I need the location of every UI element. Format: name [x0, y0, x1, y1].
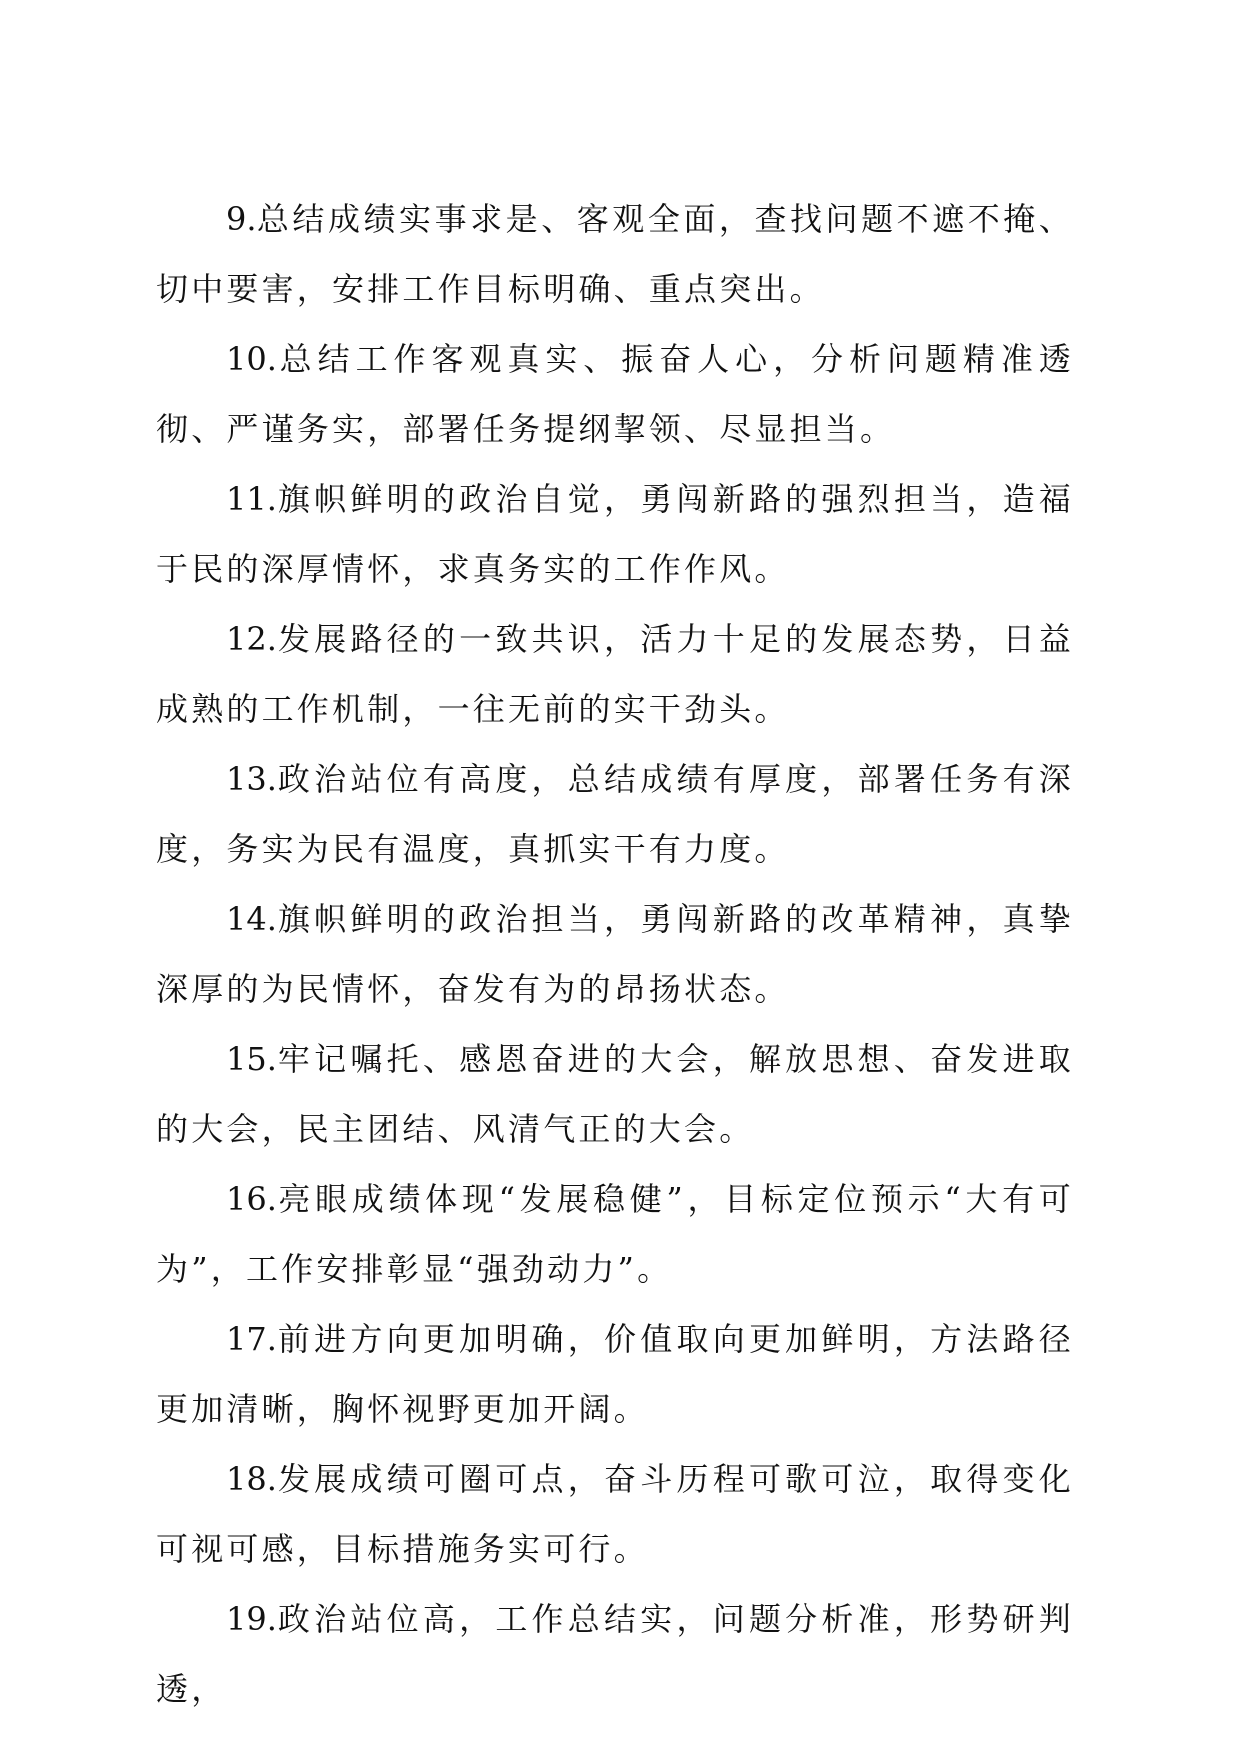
paragraph-number: 15.: [226, 1040, 277, 1078]
paragraph-number: 11.: [226, 480, 277, 518]
paragraph-17: [156, 1304, 1074, 1444]
paragraph-14: [156, 884, 1074, 1024]
paragraph-number: 14.: [226, 900, 277, 938]
paragraph-15: [156, 1024, 1074, 1164]
paragraph-13: [156, 744, 1074, 884]
paragraph-number: 9.: [226, 200, 257, 238]
paragraph-12: [156, 604, 1074, 744]
paragraph-text: 总结工作客观真实、振奋人心，分析问题精准透彻、严谨务实，部署任务提纲挈领、尽显担当。: [156, 340, 1074, 448]
paragraph-text: 政治站位有高度，总结成绩有厚度，部署任务有深度，务实为民有温度，真抓实干有力度。: [156, 760, 1074, 868]
paragraph-16: [156, 1164, 1074, 1304]
paragraph-number: 18.: [226, 1460, 277, 1498]
paragraph-10: [156, 324, 1074, 464]
paragraph-number: 10.: [226, 340, 277, 378]
paragraph-18: [156, 1444, 1074, 1584]
paragraph-text: 发展成绩可圈可点，奋斗历程可歌可泣，取得变化可视可感，目标措施务实可行。: [156, 1460, 1074, 1568]
paragraph-9: [156, 184, 1074, 324]
paragraph-text: 前进方向更加明确，价值取向更加鲜明，方法路径更加清晰，胸怀视野更加开阔。: [156, 1320, 1074, 1428]
paragraph-number: 13.: [226, 760, 277, 798]
paragraph-number: 19.: [226, 1600, 277, 1638]
paragraph-19: [156, 1584, 1074, 1724]
paragraph-11: [156, 464, 1074, 604]
paragraph-text: 发展路径的一致共识，活力十足的发展态势，日益成熟的工作机制，一往无前的实干劲头。: [156, 620, 1074, 728]
paragraph-number: 17.: [226, 1320, 277, 1358]
paragraph-number: 12.: [226, 620, 277, 658]
paragraph-text: 政治站位高，工作总结实，问题分析准，形势研判透，: [156, 1600, 1074, 1708]
paragraph-number: 16.: [226, 1180, 277, 1218]
paragraph-text: 旗帜鲜明的政治自觉，勇闯新路的强烈担当，造福于民的深厚情怀，求真务实的工作作风。: [156, 480, 1074, 588]
document-body: [156, 184, 1074, 1724]
paragraph-text: 总结成绩实事求是、客观全面，查找问题不遮不掩、切中要害，安排工作目标明确、重点突出。: [156, 200, 1074, 308]
paragraph-text: 亮眼成绩体现“发展稳健”，目标定位预示“大有可为”，工作安排彰显“强劲动力”。: [156, 1180, 1074, 1288]
paragraph-text: 牢记嘱托、感恩奋进的大会，解放思想、奋发进取的大会，民主团结、风清气正的大会。: [156, 1040, 1074, 1148]
paragraph-text: 旗帜鲜明的政治担当，勇闯新路的改革精神，真挚深厚的为民情怀，奋发有为的昂扬状态。: [156, 900, 1074, 1008]
